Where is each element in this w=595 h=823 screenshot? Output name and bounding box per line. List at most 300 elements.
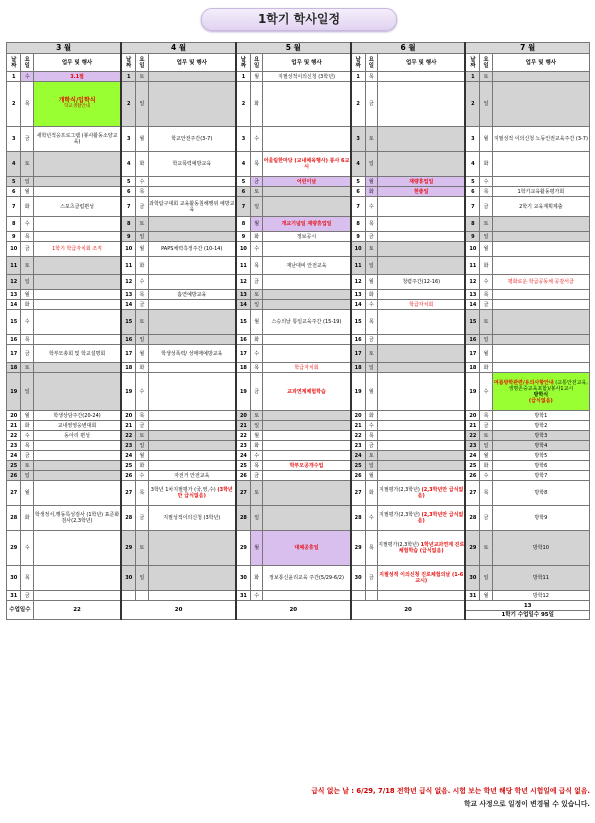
table-row bbox=[7, 363, 590, 373]
event-cell: 방학9 bbox=[492, 506, 589, 531]
event-cell: 방학5 bbox=[492, 451, 589, 461]
event-cell: 방학7 bbox=[492, 471, 589, 481]
event-cell: 학급자치회 bbox=[378, 300, 466, 310]
day-number: 20 bbox=[7, 411, 21, 421]
event-cell bbox=[33, 531, 121, 566]
day-number: 6 bbox=[121, 187, 135, 197]
event-cell bbox=[378, 127, 466, 152]
day-number: 19 bbox=[121, 373, 135, 411]
column-header-weekday: 요 일 bbox=[136, 54, 148, 72]
table-row bbox=[7, 187, 590, 197]
weekday: 월 bbox=[480, 451, 492, 461]
day-number: 7 bbox=[7, 197, 21, 217]
weekday: 금 bbox=[21, 127, 33, 152]
weekday: 목 bbox=[21, 232, 33, 242]
weekday: 금 bbox=[21, 451, 33, 461]
event-cell bbox=[378, 373, 466, 411]
day-number: 2 bbox=[236, 82, 250, 127]
table-row bbox=[7, 127, 590, 152]
table-row bbox=[7, 421, 590, 431]
event-cell bbox=[148, 72, 236, 82]
day-number: 29 bbox=[351, 531, 365, 566]
weekday: 금 bbox=[250, 373, 262, 411]
day-number: 31 bbox=[236, 591, 250, 601]
weekday: 목 bbox=[136, 187, 148, 197]
day-number: 10 bbox=[465, 242, 479, 257]
weekday: 목 bbox=[250, 461, 262, 471]
weekday: 수 bbox=[480, 373, 492, 411]
weekday: 수 bbox=[250, 451, 262, 461]
event-cell bbox=[492, 363, 589, 373]
column-header-event: 업무 및 행사 bbox=[148, 54, 236, 72]
event-cell: 평화로운 학급공동체 공감서클 bbox=[492, 275, 589, 290]
day-number: 26 bbox=[351, 471, 365, 481]
event-cell bbox=[148, 591, 236, 601]
event-cell: 과학탐구대회 교육활동침해행위 예방교육 bbox=[148, 197, 236, 217]
day-number: 1 bbox=[236, 72, 250, 82]
weekday: 목 bbox=[365, 531, 377, 566]
event-cell: 지필평가(2,3학년) (2,3학년만 급식없음) bbox=[378, 506, 466, 531]
weekday: 일 bbox=[365, 152, 377, 177]
schedule-change-note: 학교 사정으로 일정이 변경될 수 있습니다. bbox=[463, 800, 590, 808]
event-cell bbox=[263, 290, 351, 300]
day-number: 18 bbox=[236, 363, 250, 373]
event-cell: 청렴주간(12-16) bbox=[378, 275, 466, 290]
column-header-row bbox=[7, 54, 590, 72]
day-number: 10 bbox=[236, 242, 250, 257]
event-cell bbox=[33, 177, 121, 187]
day-number: 7 bbox=[121, 197, 135, 217]
weekday: 수 bbox=[21, 531, 33, 566]
table-row bbox=[7, 335, 590, 345]
event-cell: 새학년적응프로그램 (봉사활동소양교육) bbox=[33, 127, 121, 152]
day-number: 1 bbox=[351, 72, 365, 82]
event-cell bbox=[33, 363, 121, 373]
day-number: 25 bbox=[351, 461, 365, 471]
event-cell bbox=[378, 461, 466, 471]
weekday: 금 bbox=[365, 441, 377, 451]
day-number: 25 bbox=[465, 461, 479, 471]
weekday: 금 bbox=[250, 275, 262, 290]
day-number: 2 bbox=[351, 82, 365, 127]
event-cell: 학급자치회 bbox=[263, 363, 351, 373]
day-number: 4 bbox=[7, 152, 21, 177]
weekday: 화 bbox=[480, 152, 492, 177]
weekday: 수 bbox=[250, 242, 262, 257]
day-number: 27 bbox=[7, 481, 21, 506]
table-row bbox=[7, 531, 590, 566]
weekday: 목 bbox=[365, 217, 377, 232]
weekday: 수 bbox=[480, 177, 492, 187]
weekday: 목 bbox=[480, 187, 492, 197]
day-number: 4 bbox=[351, 152, 365, 177]
day-number: 7 bbox=[236, 197, 250, 217]
event-cell bbox=[263, 481, 351, 506]
event-cell bbox=[263, 451, 351, 461]
day-number: 20 bbox=[465, 411, 479, 421]
weekday: 금 bbox=[480, 300, 492, 310]
weekday: 수 bbox=[136, 177, 148, 187]
footer-may-days: 20 bbox=[236, 601, 351, 620]
weekday: 월 bbox=[365, 275, 377, 290]
event-cell bbox=[378, 232, 466, 242]
weekday: 화 bbox=[21, 300, 33, 310]
event-cell bbox=[33, 187, 121, 197]
column-header-event: 업무 및 행사 bbox=[263, 54, 351, 72]
weekday: 금 bbox=[365, 82, 377, 127]
weekday: 일 bbox=[480, 441, 492, 451]
weekday: 목 bbox=[480, 411, 492, 421]
day-number: 6 bbox=[236, 187, 250, 197]
event-cell bbox=[33, 232, 121, 242]
day-number: 27 bbox=[351, 481, 365, 506]
day-number: 13 bbox=[236, 290, 250, 300]
weekday: 토 bbox=[480, 310, 492, 335]
day-number: 21 bbox=[7, 421, 21, 431]
weekday: 목 bbox=[21, 82, 33, 127]
weekday: 토 bbox=[21, 461, 33, 471]
event-cell: 동아리 편성 bbox=[33, 431, 121, 441]
day-number: 18 bbox=[121, 363, 135, 373]
column-header-weekday: 요 일 bbox=[365, 54, 377, 72]
event-cell bbox=[492, 72, 589, 82]
day-number: 20 bbox=[121, 411, 135, 421]
weekday: 화 bbox=[21, 421, 33, 431]
event-cell bbox=[33, 300, 121, 310]
table-row bbox=[7, 197, 590, 217]
weekday: 토 bbox=[136, 217, 148, 232]
weekday: 목 bbox=[136, 481, 148, 506]
weekday: 수 bbox=[480, 275, 492, 290]
weekday: 일 bbox=[480, 335, 492, 345]
weekday: 월 bbox=[21, 187, 33, 197]
weekday: 화 bbox=[136, 257, 148, 275]
event-cell bbox=[492, 345, 589, 363]
weekday: 토 bbox=[365, 451, 377, 461]
day-number: 6 bbox=[351, 187, 365, 197]
event-cell bbox=[148, 411, 236, 421]
event-cell: 2학기 교육계획제출 bbox=[492, 197, 589, 217]
event-cell bbox=[492, 82, 589, 127]
day-number: 27 bbox=[465, 481, 479, 506]
event-cell bbox=[148, 335, 236, 345]
day-number: 11 bbox=[465, 257, 479, 275]
day-number: 23 bbox=[351, 441, 365, 451]
event-cell bbox=[378, 242, 466, 257]
table-row bbox=[7, 310, 590, 335]
weekday: 목 bbox=[136, 411, 148, 421]
table-row bbox=[7, 411, 590, 421]
event-cell: 재량휴업일 bbox=[378, 177, 466, 187]
weekday: 화 bbox=[250, 566, 262, 591]
weekday: 금 bbox=[136, 197, 148, 217]
day-number: 3 bbox=[7, 127, 21, 152]
notes bbox=[0, 787, 590, 809]
event-cell bbox=[33, 275, 121, 290]
footer-label: 수업일수 bbox=[7, 601, 34, 620]
event-cell bbox=[378, 290, 466, 300]
weekday: 금 bbox=[21, 345, 33, 363]
table-row bbox=[7, 72, 590, 82]
weekday: 화 bbox=[250, 82, 262, 127]
event-cell bbox=[378, 217, 466, 232]
footer-april-days: 20 bbox=[121, 601, 236, 620]
event-cell bbox=[33, 591, 121, 601]
weekday: 화 bbox=[250, 441, 262, 451]
event-cell bbox=[263, 345, 351, 363]
day-number: 6 bbox=[7, 187, 21, 197]
event-cell bbox=[492, 290, 589, 300]
weekday: 월 bbox=[250, 310, 262, 335]
day-number: 15 bbox=[236, 310, 250, 335]
weekday: 일 bbox=[480, 82, 492, 127]
day-number: 18 bbox=[351, 363, 365, 373]
weekday: 화 bbox=[136, 461, 148, 471]
day-number: 14 bbox=[465, 300, 479, 310]
event-cell bbox=[263, 591, 351, 601]
event-cell: 방학4 bbox=[492, 441, 589, 451]
table-row bbox=[7, 431, 590, 441]
event-cell bbox=[148, 275, 236, 290]
day-number: 12 bbox=[121, 275, 135, 290]
event-cell: 방학6 bbox=[492, 461, 589, 471]
day-number: 11 bbox=[351, 257, 365, 275]
event-cell: 개교기념일 재량휴업일 bbox=[263, 217, 351, 232]
event-cell bbox=[148, 232, 236, 242]
weekday: 금 bbox=[136, 421, 148, 431]
table-row bbox=[7, 373, 590, 411]
day-number: 17 bbox=[465, 345, 479, 363]
day-number: 28 bbox=[236, 506, 250, 531]
weekday: 토 bbox=[480, 217, 492, 232]
month-header: 7 월 bbox=[465, 43, 589, 54]
footer-july-days: 13 bbox=[465, 601, 589, 611]
weekday: 금 bbox=[480, 421, 492, 431]
event-cell bbox=[148, 441, 236, 451]
event-cell: 지필평가(2,3학년) 1학년교과연계 진로체험학습 (급식없음) bbox=[378, 531, 466, 566]
weekday: 월 bbox=[250, 217, 262, 232]
day-number: 29 bbox=[7, 531, 21, 566]
day-number: 3 bbox=[465, 127, 479, 152]
day-number: 26 bbox=[465, 471, 479, 481]
event-cell: 학부모공개수업 bbox=[263, 461, 351, 471]
weekday bbox=[365, 591, 377, 601]
event-cell: 방학12 bbox=[492, 591, 589, 601]
weekday: 화 bbox=[21, 506, 33, 531]
day-number: 24 bbox=[465, 451, 479, 461]
meal-note: 급식 없는 날 : 6/29, 7/18 전학년 급식 없음. 시험 보는 학년 해당 학년 시험일에 급식 없음. bbox=[311, 787, 590, 795]
day-number: 21 bbox=[121, 421, 135, 431]
event-cell: 학교안전주간(3-7) bbox=[148, 127, 236, 152]
weekday: 목 bbox=[136, 290, 148, 300]
day-number: 8 bbox=[121, 217, 135, 232]
weekday: 금 bbox=[250, 177, 262, 187]
weekday: 금 bbox=[365, 566, 377, 591]
day-number: 30 bbox=[7, 566, 21, 591]
weekday: 화 bbox=[480, 363, 492, 373]
day-number: 15 bbox=[7, 310, 21, 335]
day-number: 3 bbox=[236, 127, 250, 152]
weekday: 화 bbox=[250, 335, 262, 345]
day-number: 29 bbox=[121, 531, 135, 566]
day-number: 4 bbox=[121, 152, 135, 177]
month-header: 5 월 bbox=[236, 43, 351, 54]
day-number: 15 bbox=[465, 310, 479, 335]
event-cell: 3학년 1차지필평가 (국,영,수) (3학년만 급식없음) bbox=[148, 481, 236, 506]
day-number: 18 bbox=[7, 363, 21, 373]
weekday: 화 bbox=[136, 363, 148, 373]
day-number: 29 bbox=[465, 531, 479, 566]
event-cell: 방학10 bbox=[492, 531, 589, 566]
event-cell: 지필성적 이의신청 진로체험의날 (1-6교시) bbox=[378, 566, 466, 591]
weekday: 일 bbox=[136, 232, 148, 242]
table-row bbox=[7, 441, 590, 451]
weekday: 일 bbox=[136, 82, 148, 127]
weekday: 월 bbox=[480, 127, 492, 152]
weekday: 목 bbox=[365, 431, 377, 441]
event-cell: 학생정서,행동특성검사 (1학년) 표준화검사(2,3학년) bbox=[33, 506, 121, 531]
weekday: 금 bbox=[365, 232, 377, 242]
day-number: 19 bbox=[7, 373, 21, 411]
event-cell bbox=[33, 451, 121, 461]
event-cell: 현충일 bbox=[378, 187, 466, 197]
weekday: 수 bbox=[21, 431, 33, 441]
weekday bbox=[136, 591, 148, 601]
event-cell: 개학식/입학식 학교생활안내 bbox=[33, 82, 121, 127]
weekday: 수 bbox=[250, 591, 262, 601]
day-number: 14 bbox=[351, 300, 365, 310]
weekday: 월 bbox=[250, 72, 262, 82]
event-cell bbox=[378, 451, 466, 461]
weekday: 일 bbox=[136, 441, 148, 451]
day-number: 30 bbox=[236, 566, 250, 591]
calendar-table bbox=[6, 42, 590, 620]
event-cell bbox=[148, 431, 236, 441]
weekday: 일 bbox=[480, 232, 492, 242]
table-row bbox=[7, 217, 590, 232]
day-number: 5 bbox=[236, 177, 250, 187]
event-cell bbox=[263, 187, 351, 197]
event-cell: 여름방학관련/유의사항안내 (교통안전교육,생명존중교육포함)/봉사1교시 방학식 (급식없음) bbox=[492, 373, 589, 411]
event-cell: 흡연예방교육 bbox=[148, 290, 236, 300]
table-row bbox=[7, 461, 590, 471]
day-number: 24 bbox=[236, 451, 250, 461]
weekday: 토 bbox=[250, 481, 262, 506]
weekday: 목 bbox=[250, 363, 262, 373]
day-number: 30 bbox=[465, 566, 479, 591]
weekday: 목 bbox=[365, 72, 377, 82]
event-cell: PAPS체력측정주간 (10-14) bbox=[148, 242, 236, 257]
weekday: 수 bbox=[21, 72, 33, 82]
weekday: 토 bbox=[365, 127, 377, 152]
weekday: 일 bbox=[480, 566, 492, 591]
weekday: 월 bbox=[480, 591, 492, 601]
table-row bbox=[7, 300, 590, 310]
event-cell bbox=[33, 481, 121, 506]
weekday: 토 bbox=[21, 363, 33, 373]
event-cell bbox=[263, 421, 351, 431]
table-row bbox=[7, 152, 590, 177]
day-number bbox=[121, 591, 135, 601]
event-cell bbox=[148, 177, 236, 187]
weekday: 일 bbox=[136, 566, 148, 591]
weekday: 수 bbox=[136, 275, 148, 290]
event-cell bbox=[378, 441, 466, 451]
column-header-event: 업무 및 행사 bbox=[492, 54, 589, 72]
event-cell bbox=[492, 335, 589, 345]
event-cell bbox=[492, 152, 589, 177]
event-cell bbox=[33, 566, 121, 591]
day-number: 9 bbox=[465, 232, 479, 242]
column-header-day: 날 짜 bbox=[7, 54, 21, 72]
event-cell: 방학2 bbox=[492, 421, 589, 431]
day-number: 14 bbox=[121, 300, 135, 310]
weekday: 목 bbox=[21, 335, 33, 345]
day-number: 21 bbox=[351, 421, 365, 431]
event-cell bbox=[492, 300, 589, 310]
event-cell bbox=[378, 471, 466, 481]
day-number: 2 bbox=[7, 82, 21, 127]
day-number: 23 bbox=[121, 441, 135, 451]
day-number: 28 bbox=[121, 506, 135, 531]
weekday: 금 bbox=[21, 242, 33, 257]
weekday: 목 bbox=[21, 441, 33, 451]
weekday: 월 bbox=[136, 242, 148, 257]
table-row bbox=[7, 82, 590, 127]
event-cell bbox=[148, 187, 236, 197]
day-number: 10 bbox=[7, 242, 21, 257]
day-number: 31 bbox=[7, 591, 21, 601]
event-cell: 방학8 bbox=[492, 481, 589, 506]
day-number: 17 bbox=[351, 345, 365, 363]
event-cell bbox=[378, 152, 466, 177]
event-cell: 1학기교육활동평가회 bbox=[492, 187, 589, 197]
month-header: 6 월 bbox=[351, 43, 466, 54]
event-cell bbox=[148, 363, 236, 373]
day-number: 10 bbox=[121, 242, 135, 257]
day-number: 16 bbox=[351, 335, 365, 345]
weekday: 월 bbox=[136, 345, 148, 363]
event-cell bbox=[492, 257, 589, 275]
event-cell bbox=[378, 197, 466, 217]
weekday: 금 bbox=[136, 300, 148, 310]
weekday: 수 bbox=[365, 506, 377, 531]
day-number: 9 bbox=[236, 232, 250, 242]
day-number: 12 bbox=[465, 275, 479, 290]
day-number: 8 bbox=[7, 217, 21, 232]
weekday: 토 bbox=[250, 290, 262, 300]
day-number: 15 bbox=[121, 310, 135, 335]
day-number: 8 bbox=[351, 217, 365, 232]
event-cell bbox=[378, 431, 466, 441]
event-cell bbox=[263, 242, 351, 257]
event-cell bbox=[263, 411, 351, 421]
day-number: 17 bbox=[236, 345, 250, 363]
day-number: 7 bbox=[465, 197, 479, 217]
day-number: 22 bbox=[236, 431, 250, 441]
event-cell bbox=[263, 275, 351, 290]
day-number: 13 bbox=[351, 290, 365, 300]
event-cell: 지필성적 이의신청 노동인권교육주간 (3-7) bbox=[492, 127, 589, 152]
weekday: 목 bbox=[21, 566, 33, 591]
day-number: 4 bbox=[465, 152, 479, 177]
event-cell: 교과연계체험학습 bbox=[263, 373, 351, 411]
day-number: 5 bbox=[465, 177, 479, 187]
weekday: 토 bbox=[250, 187, 262, 197]
weekday: 수 bbox=[21, 310, 33, 335]
day-number: 16 bbox=[121, 335, 135, 345]
weekday: 토 bbox=[365, 242, 377, 257]
